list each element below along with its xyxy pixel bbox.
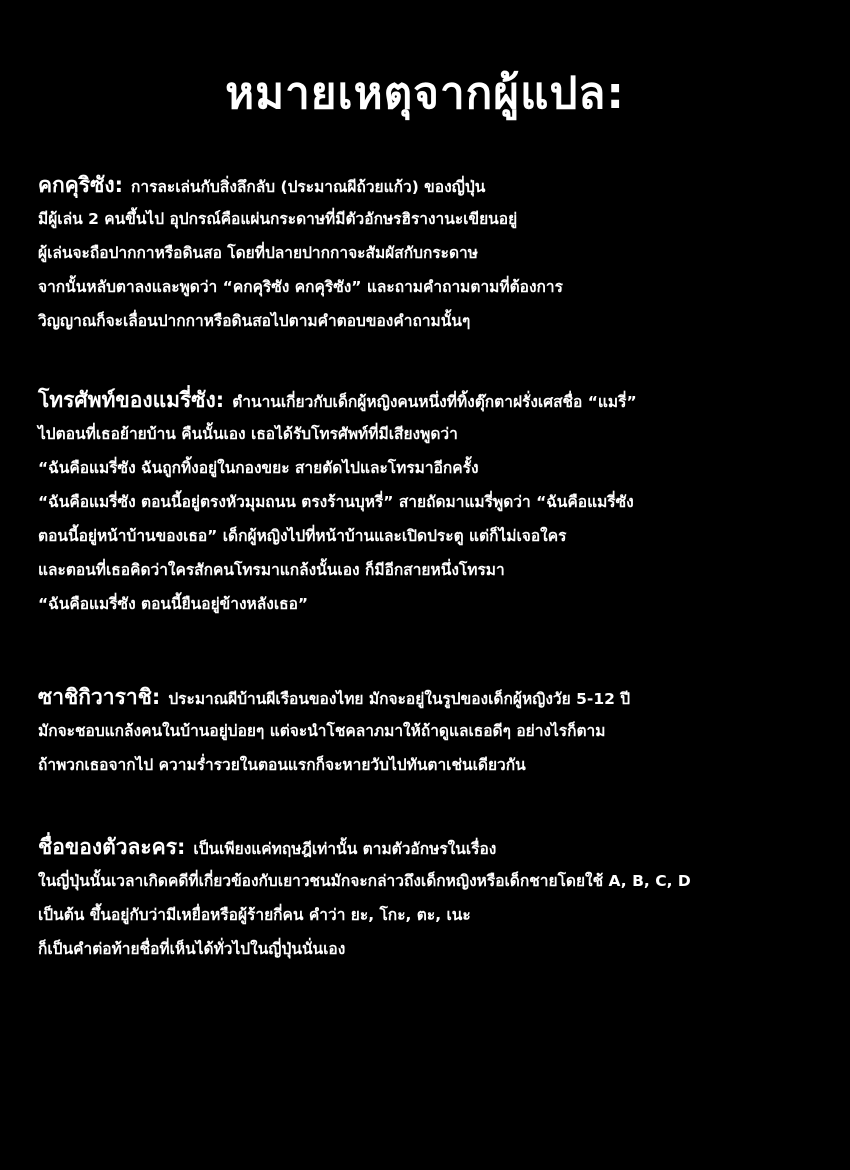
- note-kokkuri-san: [38, 168, 828, 338]
- note-line: “ฉันคือแมรี่ซัง ฉันถูกทิ้งอยู่ในกองขยะ สายตัดไปและโทรมาอีกครั้ง: [38, 459, 479, 477]
- note-line: มักจะชอบแกล้งคนในบ้านอยู่บ่อยๆ แต่จะนำโชคลาภมาให้ถ้าดูแลเธอดีๆ อย่างไรก็ตาม: [38, 722, 606, 740]
- note-line: “ฉันคือแมรี่ซัง ตอนนี้อยู่ตรงหัวมุมถนน ตรงร้านบุหรี่” สายถัดมาแมรี่พูดว่า “ฉันคือแมรี่ซัง: [38, 493, 634, 511]
- note-first-line: [38, 168, 828, 202]
- note-line: ผู้เล่นจะถือปากกาหรือดินสอ โดยที่ปลายปากกาจะสัมผัสกับกระดาษ: [38, 244, 478, 262]
- note-line: เป็นต้น ขึ้นอยู่กับว่ามีเหยื่อหรือผู้ร้ายกี่คน คำว่า ยะ, โกะ, ตะ, เนะ: [38, 906, 471, 924]
- note-line: “ฉันคือแมรี่ซัง ตอนนี้ยืนอยู่ข้างหลังเธอ”: [38, 595, 309, 613]
- note-first-line: [38, 830, 828, 864]
- note-line: ตอนนี้อยู่หน้าบ้านของเธอ” เด็กผู้หญิงไปที่หน้าบ้านและเปิดประตู แต่ก็ไม่เจอใคร: [38, 527, 567, 545]
- note-text: ประมาณผีบ้านผีเรือนของไทย มักจะอยู่ในรูปของเด็กผู้หญิงวัย 5-12 ปี: [168, 690, 631, 708]
- note-text: การละเล่นกับสิ่งลึกลับ (ประมาณผีถ้วยแก้ว) ของญี่ปุ่น: [131, 178, 486, 196]
- note-text: เป็นเพียงแค่ทฤษฎีเท่านั้น ตามตัวอักษรในเรื่อง: [193, 840, 497, 858]
- note-line: ก็เป็นคำต่อท้ายชื่อที่เห็นได้ทั่วไปในญี่ปุ่นนั่นเอง: [38, 940, 346, 958]
- note-term: ซาชิกิวาราชิ:: [38, 685, 161, 709]
- note-term: ชื่อของตัวละคร:: [38, 835, 186, 859]
- note-line: และตอนที่เธอคิดว่าใครสักคนโทรมาแกล้งนั้นเอง ก็มีอีกสายหนึ่งโทรมา: [38, 561, 505, 579]
- note-first-line: [38, 383, 828, 417]
- note-first-line: [38, 680, 828, 714]
- note-line: จากนั้นหลับตาลงและพูดว่า “คกคุริซัง คกคุริซัง” และถามคำถามตามที่ต้องการ: [38, 278, 563, 296]
- note-line: วิญญาณก็จะเลื่อนปากกาหรือดินสอไปตามคำตอบของคำถามนั้นๆ: [38, 312, 471, 330]
- note-mary-san-phone: [38, 383, 828, 621]
- note-line: มีผู้เล่น 2 คนขึ้นไป อุปกรณ์คือแผ่นกระดาษที่มีตัวอักษรฮิรางานะเขียนอยู่: [38, 210, 518, 228]
- note-zashiki-warashi: [38, 680, 828, 782]
- note-term: โทรศัพท์ของแมรี่ซัง:: [38, 388, 225, 412]
- note-line: ไปตอนที่เธอย้ายบ้าน คืนนั้นเอง เธอได้รับโทรศัพท์ที่มีเสียงพูดว่า: [38, 425, 458, 443]
- note-line: ในญี่ปุ่นนั้นเวลาเกิดคดีที่เกี่ยวข้องกับเยาวชนมักจะกล่าวถึงเด็กหญิงหรือเด็กชายโดยใช้ A, B, C, D: [38, 872, 691, 890]
- note-character-names: [38, 830, 828, 966]
- note-line: ถ้าพวกเธอจากไป ความร่ำรวยในตอนแรกก็จะหายวับไปทันตาเช่นเดียวกัน: [38, 756, 526, 774]
- note-text: ตำนานเกี่ยวกับเด็กผู้หญิงคนหนึ่งที่ทิ้งตุ๊กตาฝรั่งเศสชื่อ “แมรี่”: [232, 393, 637, 411]
- page-title: หมายเหตุจากผู้แปล:: [225, 68, 625, 119]
- note-term: คกคุริซัง:: [38, 173, 123, 197]
